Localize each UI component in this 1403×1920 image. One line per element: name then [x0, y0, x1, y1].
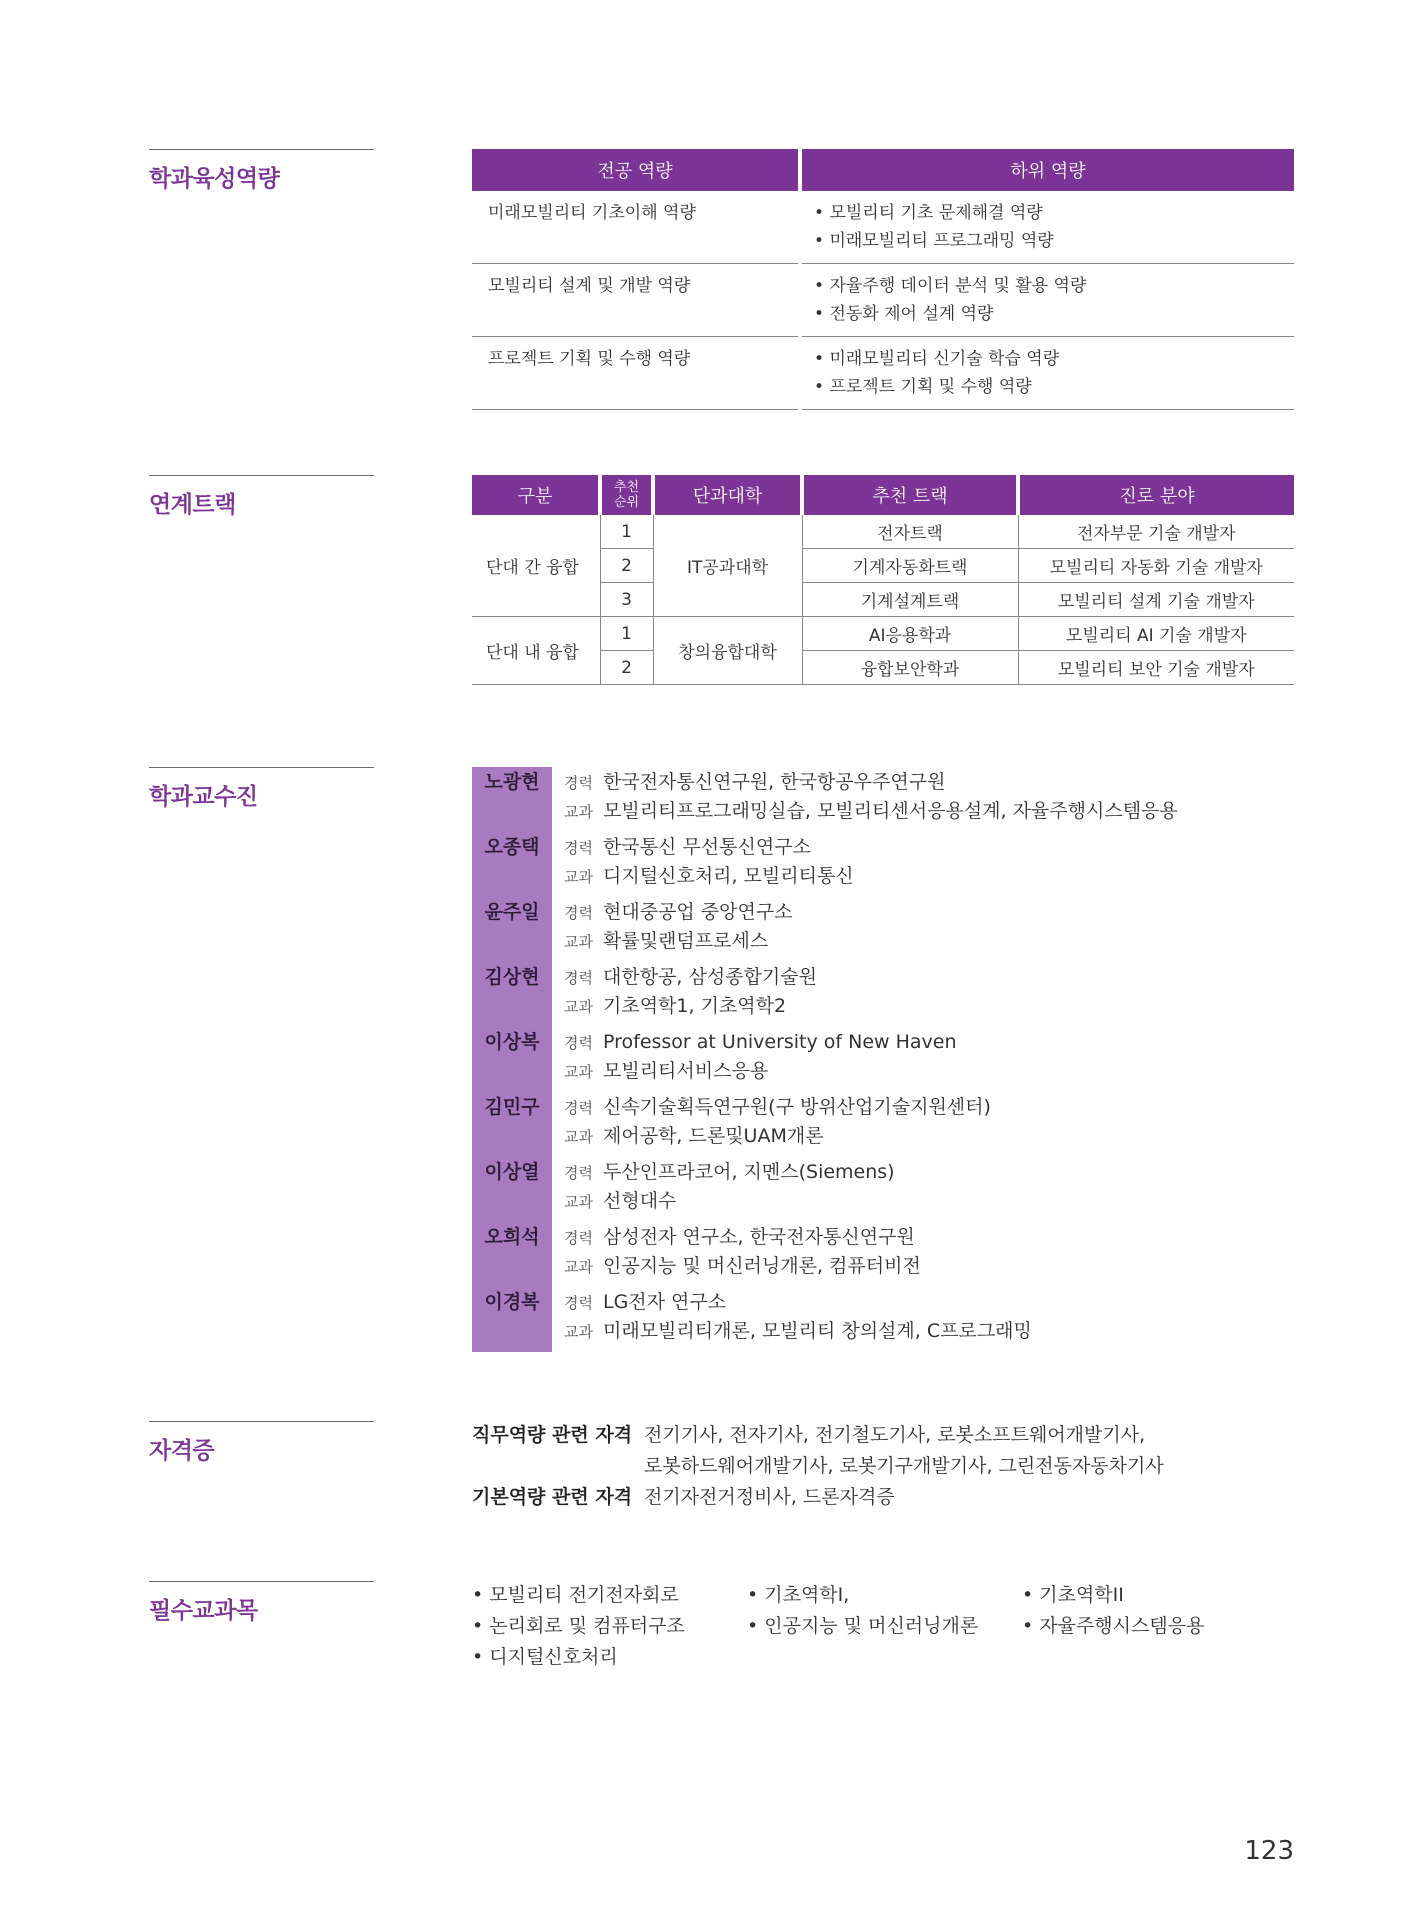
career-cell: 전자부문 기술 개발자	[1018, 515, 1294, 549]
faculty-row	[472, 1287, 1292, 1352]
rank-cell: 1	[600, 617, 653, 651]
track-cell: 전자트랙	[802, 515, 1018, 549]
cert-text-basic: 전기자전거정비사, 드론자격증	[644, 1486, 895, 1508]
group-cell: 단대 간 융합	[472, 515, 600, 617]
faculty-courses	[564, 861, 854, 892]
cert-text-job	[644, 1420, 1292, 1482]
career-text: 한국통신 무선통신연구소	[602, 836, 811, 858]
faculty-career	[564, 962, 817, 993]
header-group: 구분	[472, 475, 600, 515]
faculty-courses	[564, 991, 786, 1022]
rank-cell: 3	[600, 583, 653, 617]
career-cell: 모빌리티 AI 기술 개발자	[1018, 617, 1294, 651]
track-table	[472, 475, 1294, 685]
faculty-courses	[564, 1121, 824, 1152]
sub-competency: • 프로젝트 기획 및 수행 역량	[814, 373, 1294, 401]
faculty-name: 김민구	[484, 1096, 540, 1118]
faculty-list	[472, 767, 1292, 1352]
faculty-courses	[564, 1056, 768, 1087]
course-item: • 인공지능 및 머신러닝개론	[747, 1611, 1022, 1642]
section-title-competency: 학과육성역량	[149, 149, 374, 193]
sub-competency-cell	[800, 264, 1294, 337]
career-tag: 경력	[564, 1229, 593, 1247]
faculty-career	[564, 767, 945, 798]
faculty-name: 노광현	[484, 771, 540, 793]
header-rank: 추천 순위	[600, 475, 653, 515]
header-sub-competency: 하위 역량	[800, 149, 1294, 191]
career-text: LG전자 연구소	[602, 1291, 727, 1313]
faculty-name: 오종택	[484, 836, 540, 858]
faculty-career	[564, 1287, 726, 1318]
courses-text: 기초역학1, 기초역학2	[602, 995, 787, 1017]
course-tag: 교과	[564, 1193, 593, 1211]
career-tag: 경력	[564, 1164, 593, 1182]
career-text: 현대중공업 중앙연구소	[602, 901, 793, 923]
faculty-name: 이상복	[484, 1031, 540, 1053]
section-title-faculty: 학과교수진	[149, 767, 374, 811]
faculty-courses	[564, 1251, 921, 1282]
track-cell: AI응용학과	[802, 617, 1018, 651]
section-title-tracks: 연계트랙	[149, 475, 374, 519]
course-item: • 논리회로 및 컴퓨터구조	[472, 1611, 747, 1642]
faculty-row	[472, 1157, 1292, 1222]
header-college: 단과대학	[653, 475, 802, 515]
career-tag: 경력	[564, 1294, 593, 1312]
courses-text: 확률및랜덤프로세스	[602, 930, 769, 952]
cert-job-line: 전기기사, 전자기사, 전기철도기사, 로봇소프트웨어개발기사,	[644, 1424, 1146, 1446]
career-tag: 경력	[564, 1099, 593, 1117]
major-competency: 모빌리티 설계 및 개발 역량	[472, 264, 800, 337]
faculty-row	[472, 897, 1292, 962]
career-tag: 경력	[564, 904, 593, 922]
career-text: 신속기술획득연구원(구 방위산업기술지원센터)	[602, 1096, 991, 1118]
faculty-career	[564, 832, 811, 863]
faculty-name: 김상현	[484, 966, 540, 988]
faculty-row	[472, 832, 1292, 897]
track-cell: 기계설계트랙	[802, 583, 1018, 617]
course-tag: 교과	[564, 1063, 593, 1081]
course-item: • 모빌리티 전기전자회로	[472, 1580, 747, 1611]
faculty-row	[472, 962, 1292, 1027]
faculty-row	[472, 1092, 1292, 1157]
table-row	[472, 617, 1294, 651]
courses-text: 미래모빌리티개론, 모빌리티 창의설계, C프로그래밍	[602, 1320, 1032, 1342]
table-row	[472, 264, 1294, 337]
header-career: 진로 분야	[1018, 475, 1294, 515]
career-text: 대한항공, 삼성종합기술원	[602, 966, 817, 988]
faculty-row	[472, 1222, 1292, 1287]
career-tag: 경력	[564, 969, 593, 987]
courses-text: 모빌리티프로그래밍실습, 모빌리티센서응용설계, 자율주행시스템응용	[602, 800, 1178, 822]
course-item: • 디지털신호처리	[472, 1642, 747, 1673]
career-text: Professor at University of New Haven	[602, 1031, 957, 1053]
faculty-name: 윤주일	[484, 901, 540, 923]
course-item: • 기초역학I,	[747, 1580, 1022, 1611]
rank-cell: 2	[600, 549, 653, 583]
faculty-career	[564, 897, 793, 928]
table-row	[472, 337, 1294, 410]
sub-competency-cell	[800, 337, 1294, 410]
sub-competency: • 미래모빌리티 신기술 학습 역량	[814, 345, 1294, 373]
college-cell: IT공과대학	[653, 515, 802, 617]
table-row	[472, 191, 1294, 264]
faculty-career	[564, 1027, 957, 1058]
faculty-courses	[564, 1186, 676, 1217]
header-major-competency: 전공 역량	[472, 149, 800, 191]
cert-label-job: 직무역량 관련 자격	[472, 1424, 633, 1446]
career-text: 삼성전자 연구소, 한국전자통신연구원	[602, 1226, 915, 1248]
faculty-courses	[564, 1316, 1032, 1347]
course-tag: 교과	[564, 1128, 593, 1146]
faculty-courses	[564, 796, 1178, 827]
cert-label-basic: 기본역량 관련 자격	[472, 1486, 633, 1508]
career-tag: 경력	[564, 839, 593, 857]
career-tag: 경력	[564, 774, 593, 792]
career-cell: 모빌리티 자동화 기술 개발자	[1018, 549, 1294, 583]
course-tag: 교과	[564, 1258, 593, 1276]
sub-competency: • 모빌리티 기초 문제해결 역량	[814, 199, 1294, 227]
course-item: • 자율주행시스템응용	[1022, 1611, 1292, 1642]
faculty-name: 이상열	[484, 1161, 540, 1183]
courses-text: 디지털신호처리, 모빌리티통신	[602, 865, 854, 887]
faculty-courses	[564, 926, 768, 957]
cert-row-job	[472, 1420, 1292, 1482]
faculty-name: 이경복	[484, 1291, 540, 1313]
group-cell: 단대 내 융합	[472, 617, 600, 685]
courses-text: 모빌리티서비스응용	[602, 1060, 769, 1082]
sub-competency: • 미래모빌리티 프로그래밍 역량	[814, 227, 1294, 255]
courses-text: 제어공학, 드론및UAM개론	[602, 1125, 824, 1147]
page-number: 123	[1244, 1836, 1294, 1866]
course-tag: 교과	[564, 1323, 593, 1341]
faculty-career	[564, 1222, 915, 1253]
sub-competency-cell	[800, 191, 1294, 264]
required-courses	[472, 1580, 1292, 1673]
faculty-row	[472, 767, 1292, 832]
career-cell: 모빌리티 보안 기술 개발자	[1018, 651, 1294, 685]
track-cell: 기계자동화트랙	[802, 549, 1018, 583]
course-tag: 교과	[564, 868, 593, 886]
section-title-certificates: 자격증	[149, 1421, 374, 1465]
career-cell: 모빌리티 설계 기술 개발자	[1018, 583, 1294, 617]
faculty-name: 오희석	[484, 1226, 540, 1248]
faculty-career	[564, 1157, 895, 1188]
sub-competency: • 전동화 제어 설계 역량	[814, 300, 1294, 328]
courses-text: 인공지능 및 머신러닝개론, 컴퓨터비전	[602, 1255, 921, 1277]
certificates-block	[472, 1420, 1292, 1513]
track-cell: 융합보안학과	[802, 651, 1018, 685]
career-text: 두산인프라코어, 지멘스(Siemens)	[602, 1161, 895, 1183]
faculty-career	[564, 1092, 991, 1123]
rank-cell: 2	[600, 651, 653, 685]
courses-text: 선형대수	[602, 1190, 677, 1212]
faculty-row	[472, 1027, 1292, 1092]
sub-competency: • 자율주행 데이터 분석 및 활용 역량	[814, 272, 1294, 300]
section-title-required: 필수교과목	[149, 1581, 374, 1625]
major-competency: 미래모빌리티 기초이해 역량	[472, 191, 800, 264]
cert-job-line: 로봇하드웨어개발기사, 로봇기구개발기사, 그린전동자동차기사	[644, 1455, 1164, 1477]
table-row	[472, 515, 1294, 549]
course-tag: 교과	[564, 998, 593, 1016]
major-competency: 프로젝트 기획 및 수행 역량	[472, 337, 800, 410]
career-text: 한국전자통신연구원, 한국항공우주연구원	[602, 771, 946, 793]
cert-row-basic	[472, 1482, 1292, 1513]
career-tag: 경력	[564, 1034, 593, 1052]
course-tag: 교과	[564, 933, 593, 951]
course-tag: 교과	[564, 803, 593, 821]
college-cell: 창의융합대학	[653, 617, 802, 685]
rank-cell: 1	[600, 515, 653, 549]
course-item: • 기초역학II	[1022, 1580, 1292, 1611]
competency-table	[472, 149, 1294, 410]
header-track: 추천 트랙	[802, 475, 1018, 515]
